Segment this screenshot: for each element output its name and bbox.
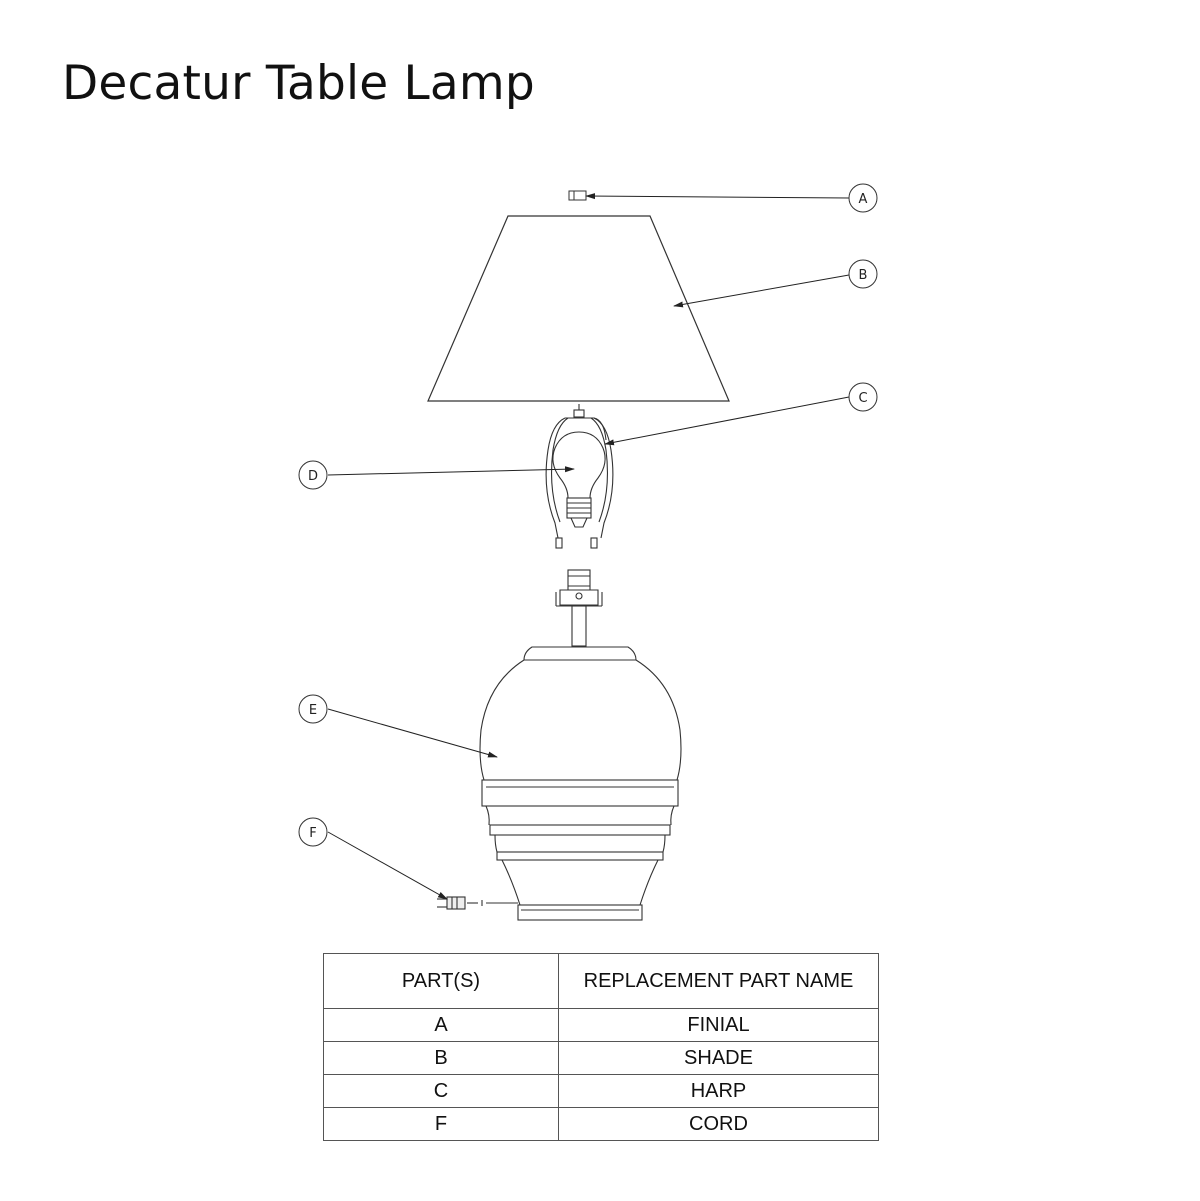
socket-drawing bbox=[556, 570, 602, 646]
part-name-cell: SHADE bbox=[559, 1042, 879, 1075]
leader-line-e bbox=[328, 709, 497, 757]
table-row bbox=[324, 1075, 879, 1108]
header-replacement-part-name: REPLACEMENT PART NAME bbox=[559, 954, 879, 1009]
leader-line-c bbox=[605, 397, 849, 444]
table-row bbox=[324, 1009, 879, 1042]
table-row bbox=[324, 1042, 879, 1075]
replacement-parts-table bbox=[323, 953, 879, 1141]
page-title: Decatur Table Lamp bbox=[62, 56, 535, 111]
leader-line-f bbox=[328, 832, 447, 899]
part-letter-cell: B bbox=[324, 1042, 559, 1075]
callout-a bbox=[849, 184, 877, 212]
part-name-cell: FINIAL bbox=[559, 1009, 879, 1042]
callout-label-f: F bbox=[309, 826, 317, 841]
part-letter-cell: F bbox=[324, 1108, 559, 1141]
callout-e bbox=[299, 695, 327, 723]
part-name-cell: CORD bbox=[559, 1108, 879, 1141]
part-name-cell: HARP bbox=[559, 1075, 879, 1108]
callout-d bbox=[299, 461, 327, 489]
header-parts: PART(S) bbox=[324, 954, 559, 1009]
callout-label-a: A bbox=[858, 192, 868, 207]
finial-drawing bbox=[569, 191, 586, 200]
leader-line-a bbox=[586, 196, 849, 198]
leader-line-b bbox=[674, 275, 849, 306]
part-letter-cell: C bbox=[324, 1075, 559, 1108]
callout-label-d: D bbox=[307, 469, 319, 484]
callout-c bbox=[849, 383, 877, 411]
callout-label-c: C bbox=[858, 391, 868, 406]
base-drawing bbox=[480, 647, 681, 920]
leader-line-d bbox=[328, 469, 574, 475]
callout-b bbox=[849, 260, 877, 288]
shade-drawing bbox=[428, 216, 729, 401]
bulb-drawing bbox=[553, 432, 605, 527]
callout-f bbox=[299, 818, 327, 846]
cord-drawing bbox=[437, 897, 518, 909]
callout-label-e: E bbox=[308, 703, 318, 718]
callout-label-b: B bbox=[858, 268, 868, 283]
part-letter-cell: A bbox=[324, 1009, 559, 1042]
table-header-row bbox=[324, 954, 879, 1009]
table-row bbox=[324, 1108, 879, 1141]
